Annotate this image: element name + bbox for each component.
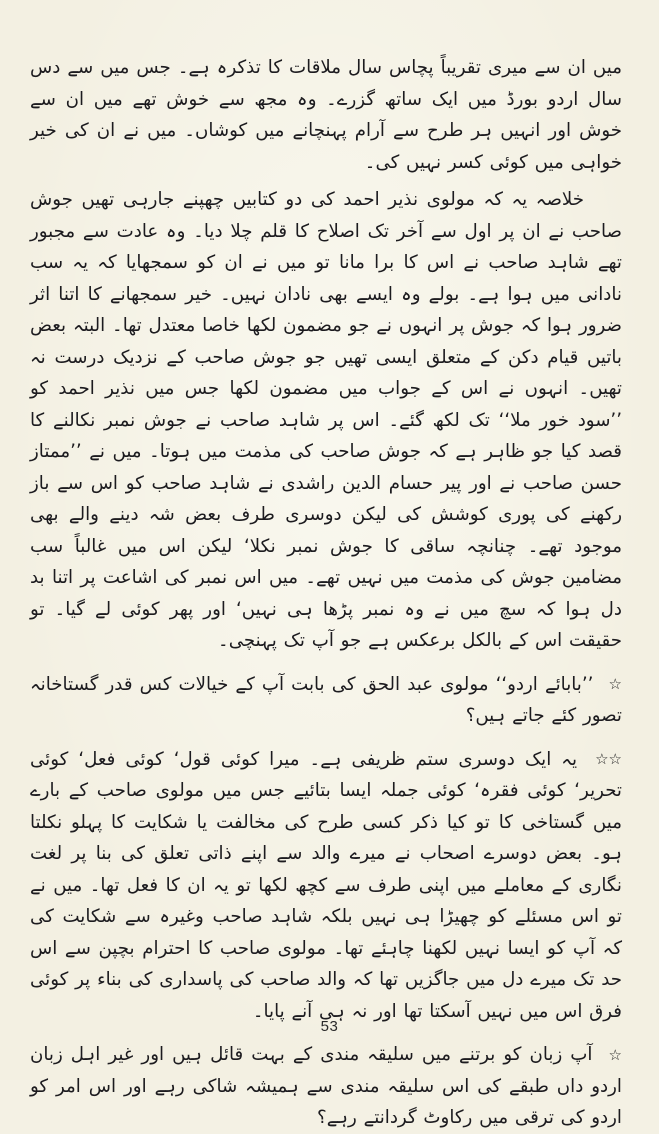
paragraph-gap — [30, 657, 622, 669]
paragraph-summary — [30, 184, 622, 657]
answer-paragraph-1 — [30, 744, 622, 1028]
paragraph-text: میں ان سے میری تقریباً پچاس سال ملاقات کا تذکرہ ہے۔ جس میں سے دس سال اردو بورڈ میں ایک ساتھ گزرے۔ وہ مجھ سے خوش تھے میں ان سے خوش اور انہیں ہر طرح سے آرام پہنچانے میں کوشاں۔ میں نے ان کی خیر خواہی میں کوئی کسر نہیں کی۔ — [30, 57, 622, 173]
question-text: آپ زبان کو برتنے میں سلیقہ مندی کے بہت قائل ہیں اور غیر اہل زبان اردو داں طبقے کی اس سلیقہ مندی سے ہمیشہ شاکی رہے اور اس امر کو اردو کی ترقی میں رکاوٹ گردانتے رہے؟ — [30, 1044, 622, 1128]
answer-text: یہ ایک دوسری ستم ظریفی ہے۔ میرا کوئی قول‘ کوئی فعل‘ کوئی تحریر‘ کوئی فقرہ‘ کوئی جملہ ایسا بتائیے جس میں مولوی صاحب کے بارے میں گستاخی کا تو کیا ذکر کسی طرح کی مخالفت یا شکایت کا پہلو نکلتا ہو۔ بعض دوسرے اصحاب نے میرے والد سے اپنے ذاتی تعلق کی بنا پر لغت نگاری کے معاملے میں اپنی طرف سے کچھ لکھا تو یہ ان کا فعل تھا۔ میں نے تو اس مسئلے کو چھیڑا ہی نہیں بلکہ شاہد صاحب وغیرہ سے شکایت کی کہ آپ کو ایسا نہیں لکھنا چاہئے تھا۔ مولوی صاحب کا احترام بچپن سے اس حد تک میرے دل میں جاگزیں تھا کہ والد صاحب کی پاسداری کی بناء پر کوئی فرق اس میں نہیں آسکتا تھا اور نہ ہی آنے پایا۔ — [30, 748, 622, 1022]
double-star-icon: ☆☆ — [595, 750, 622, 768]
star-icon: ☆ — [608, 675, 622, 693]
paragraph-opening — [30, 52, 622, 178]
question-text: ’’بابائے اردو‘‘ مولوی عبد الحق کی بابت آپ کے خیالات کس قدر گستاخانہ تصور کئے جاتے ہیں؟ — [30, 673, 622, 726]
page-body-text — [30, 52, 622, 1134]
question-paragraph-2 — [30, 1039, 622, 1134]
star-icon: ☆ — [608, 1045, 622, 1064]
question-paragraph-1 — [30, 669, 622, 732]
paragraph-gap — [30, 732, 622, 744]
paragraph-text: خلاصہ یہ کہ مولوی نذیر احمد کی دو کتابیں چھپنے جارہی تھیں جوش صاحب نے ان پر اول سے آخر تک اصلاح کا قلم چلا دیا۔ وہ عادت سے مجبور تھے شاہد صاحب نے اس کا برا مانا تو میں نے ان کو سمجھایا کہ یہ سب نادانی میں ہوا ہے۔ بولے وہ ایسے بھی نادان نہیں۔ خیر سمجھانے کا اتنا اثر ضرور ہوا کہ جوش پر انہوں نے جو مضمون لکھا خاصا معتدل تھا۔ البتہ بعض باتیں قیام دکن کے متعلق ایسی تھیں جو جوش صاحب کے نزدیک درست نہ تھیں۔ انہوں نے اس کے جواب میں مضمون لکھا جس میں نذیر احمد کو ’’سود خور ملا‘‘ تک لکھ گئے۔ اس پر شاہد صاحب نے جوش نمبر نکالنے کا قصد کیا جو ظاہر ہے کہ جوش صاحب کی مذمت میں ہوتا۔ میں نے ’’ممتاز حسن صاحب نے اور پیر حسام الدین راشدی نے شاہد صاحب کو اس سے باز رکھنے کی پوری کوشش کی لیکن دوسری طرف بعض شہ دینے والے بھی موجود تھے۔ چنانچہ ساقی کا جوش نمبر نکلا‘ لیکن اس میں غالباً سب مضامین جوش کی مذمت میں نہیں تھے۔ میں اس نمبر کی اشاعت پر اتنا بد دل ہوا کہ سچ میں نے وہ نمبر پڑھا ہی نہیں‘ اور پھر کوئی لے گیا۔ تو حقیقت اس کے بالکل برعکس ہے جو آپ تک پہنچی۔ — [30, 189, 622, 651]
page-number: 53 — [320, 1018, 339, 1035]
